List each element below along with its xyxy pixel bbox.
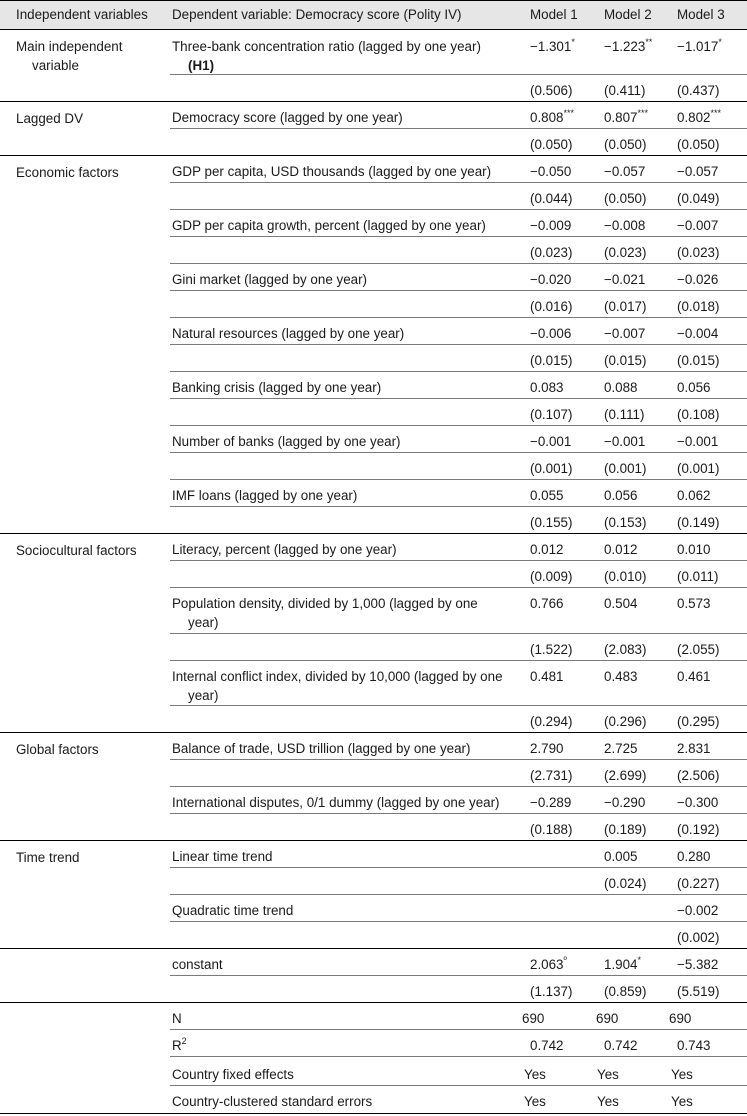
- row-divider: [170, 705, 747, 706]
- stat-fixed-effects-value: Yes: [597, 1067, 619, 1082]
- coef-value: 0.083: [530, 380, 564, 395]
- coef-value: 2.725: [604, 741, 638, 756]
- var-international-disputes: International disputes, 0/1 dummy (lagged by one year): [172, 795, 500, 810]
- std-error: (0.023): [604, 245, 647, 260]
- stat-n-value: 690: [596, 1011, 619, 1026]
- std-error: (1.137): [530, 984, 573, 999]
- std-error: (0.001): [530, 461, 573, 476]
- header-rule: [0, 29, 747, 30]
- std-error: (2.506): [677, 768, 720, 783]
- coef-value: −0.300: [677, 795, 719, 810]
- coef-value: −1.223: [604, 39, 646, 54]
- std-error: (0.010): [604, 569, 647, 584]
- coef-value: −0.002: [677, 903, 719, 918]
- coef-value: 0.504: [604, 596, 638, 611]
- var-linear-time-trend: Linear time trend: [172, 849, 273, 864]
- row-divider: [170, 975, 747, 976]
- std-error: (0.506): [530, 83, 573, 98]
- coef-value: 0.280: [677, 849, 711, 864]
- std-error: (0.050): [604, 191, 647, 206]
- row-divider: [170, 560, 747, 561]
- var-internal-conflict: [172, 667, 517, 705]
- coef-value: −0.009: [530, 218, 572, 233]
- std-error: (0.023): [530, 245, 573, 260]
- row-divider: [170, 867, 747, 868]
- row-divider: [170, 263, 747, 264]
- sig-stars: ***: [637, 107, 649, 118]
- coef-value: 1.904: [604, 957, 638, 972]
- var-label-line: Internal conflict index, divided by 10,000 (lagged by one: [172, 669, 503, 684]
- group-divider: [0, 155, 747, 156]
- header-dependent-variable: Dependent variable: Democracy score (Polity IV): [172, 7, 462, 22]
- coef-value: 0.088: [604, 380, 638, 395]
- stat-r2-value: 0.743: [677, 1038, 711, 1053]
- stat-n-value: 690: [669, 1011, 692, 1026]
- coef-value: 2.790: [530, 741, 564, 756]
- group-label-line: Main independent: [16, 39, 123, 54]
- coef-value: −0.001: [530, 434, 572, 449]
- coef-value: −5.382: [677, 957, 719, 972]
- var-constant: constant: [172, 957, 223, 972]
- row-divider: [170, 587, 747, 588]
- std-error: (0.192): [677, 822, 720, 837]
- std-error: (0.015): [604, 353, 647, 368]
- row-divider: [170, 633, 747, 634]
- row-divider: [170, 813, 747, 814]
- var-natural-resources: Natural resources (lagged by one year): [172, 326, 405, 341]
- stat-r2-label: [172, 1036, 517, 1055]
- coef-value: −1.017: [677, 39, 719, 54]
- stat-fixed-effects-label: Country fixed effects: [172, 1067, 294, 1082]
- coef-value: −0.007: [677, 218, 719, 233]
- std-error: (1.522): [530, 642, 573, 657]
- var-imf-loans: IMF loans (lagged by one year): [172, 488, 358, 503]
- row-divider: [170, 209, 747, 210]
- var-quadratic-time-trend: Quadratic time trend: [172, 903, 294, 918]
- std-error: (0.001): [604, 461, 647, 476]
- row-divider: [170, 182, 747, 183]
- row-divider: [170, 921, 747, 922]
- std-error: (2.083): [604, 642, 647, 657]
- group-divider: [0, 948, 747, 949]
- hypothesis-tag: (H1): [188, 58, 215, 73]
- coef-value: 0.573: [677, 596, 711, 611]
- std-error: (0.153): [604, 515, 647, 530]
- var-banking-crisis: Banking crisis (lagged by one year): [172, 380, 382, 395]
- group-divider: [0, 1002, 747, 1003]
- std-error: (0.001): [677, 461, 720, 476]
- sig-stars: *: [637, 954, 642, 965]
- stat-n-label: N: [172, 1011, 182, 1026]
- coef-value: 0.483: [604, 669, 638, 684]
- group-lagged-dv: Lagged DV: [16, 111, 84, 126]
- coef-value: −0.057: [677, 164, 719, 179]
- coef-value: 0.012: [530, 542, 564, 557]
- stat-clustered-se-value: Yes: [597, 1094, 619, 1109]
- std-error: (0.437): [677, 83, 720, 98]
- table-top-rule: [0, 0, 747, 1]
- stat-r2-letter: R: [172, 1038, 182, 1053]
- std-error: (0.015): [677, 353, 720, 368]
- coef: [530, 37, 596, 56]
- var-label: Three-bank concentration ratio (lagged by one year): [172, 39, 481, 54]
- group-sociocultural: Sociocultural factors: [16, 543, 137, 558]
- group-divider: [0, 533, 747, 534]
- var-democracy: Democracy score (lagged by one year): [172, 110, 403, 125]
- coef-value: 0.807: [604, 110, 638, 125]
- stat-r2-superscript: 2: [181, 1035, 187, 1046]
- std-error: (2.055): [677, 642, 720, 657]
- coef-value: −0.050: [530, 164, 572, 179]
- coef: [677, 37, 743, 56]
- row-divider: [170, 344, 747, 345]
- group-global: Global factors: [16, 742, 99, 757]
- coef: [604, 955, 670, 974]
- std-error: (2.699): [604, 768, 647, 783]
- coef-value: 0.808: [530, 110, 564, 125]
- std-error: (0.018): [677, 299, 720, 314]
- coef-value: 0.062: [677, 488, 711, 503]
- coef-value: 2.063: [530, 957, 564, 972]
- var-literacy: Literacy, percent (lagged by one year): [172, 542, 397, 557]
- std-error: (0.024): [604, 876, 647, 891]
- var-number-of-banks: Number of banks (lagged by one year): [172, 434, 401, 449]
- coef-value: −0.057: [604, 164, 646, 179]
- row-divider: [170, 128, 747, 129]
- row-divider: [170, 660, 747, 661]
- coef-value: −0.004: [677, 326, 719, 341]
- var-label-line: year): [188, 688, 219, 703]
- coef-value: −1.301: [530, 39, 572, 54]
- std-error: (0.111): [604, 407, 645, 422]
- coef-value: −0.020: [530, 272, 572, 287]
- row-divider: [170, 1085, 747, 1086]
- var-label-line: Population density, divided by 1,000 (lagged by one: [172, 596, 478, 611]
- coef-value: 0.056: [677, 380, 711, 395]
- coef-value: 0.055: [530, 488, 564, 503]
- var-label-line: year): [188, 615, 219, 630]
- row-divider: [170, 452, 747, 453]
- coef-value: −0.001: [604, 434, 646, 449]
- row-divider: [170, 479, 747, 480]
- stat-n-value: 690: [522, 1011, 545, 1026]
- coef-value: 0.005: [604, 849, 638, 864]
- row-divider: [170, 398, 747, 399]
- var-gdp: GDP per capita, USD thousands (lagged by one year): [172, 164, 492, 179]
- group-main-independent: [16, 37, 164, 75]
- std-error: (0.011): [677, 569, 719, 584]
- coef-value: −0.289: [530, 795, 572, 810]
- table-bottom-rule: [0, 1113, 747, 1114]
- coef: [530, 955, 596, 974]
- std-error: (0.050): [530, 137, 573, 152]
- var-population-density: [172, 594, 517, 632]
- stat-r2-value: 0.742: [604, 1038, 638, 1053]
- stat-fixed-effects-value: Yes: [524, 1067, 546, 1082]
- coef-value: 0.802: [677, 110, 711, 125]
- group-label-line: variable: [32, 58, 79, 73]
- row-divider: [170, 290, 747, 291]
- coef-value: 0.056: [604, 488, 638, 503]
- std-error: (0.050): [677, 137, 720, 152]
- group-time-trend: Time trend: [16, 850, 80, 865]
- coef-value: 2.831: [677, 741, 711, 756]
- std-error: (0.002): [677, 930, 720, 945]
- coef-value: 0.012: [604, 542, 638, 557]
- std-error: (0.017): [604, 299, 647, 314]
- coef-value: −0.290: [604, 795, 646, 810]
- std-error: (0.188): [530, 822, 573, 837]
- group-divider: [0, 732, 747, 733]
- std-error: (0.859): [604, 984, 647, 999]
- coef-value: −0.026: [677, 272, 719, 287]
- coef-value: −0.006: [530, 326, 572, 341]
- std-error: (0.009): [530, 569, 573, 584]
- std-error: (0.044): [530, 191, 573, 206]
- sig-stars: **: [645, 36, 653, 47]
- std-error: (0.108): [677, 407, 720, 422]
- var-gini: Gini market (lagged by one year): [172, 272, 368, 287]
- std-error: (0.189): [604, 822, 647, 837]
- sig-stars: *: [718, 36, 722, 47]
- std-error: (0.107): [530, 407, 573, 422]
- stat-clustered-se-label: Country-clustered standard errors: [172, 1094, 373, 1109]
- coef: [677, 108, 743, 127]
- sig-stars: º: [563, 954, 567, 965]
- coef: [530, 108, 596, 127]
- coef-value: −0.007: [604, 326, 646, 341]
- coef-value: −0.021: [604, 272, 646, 287]
- stat-clustered-se-value: Yes: [671, 1094, 693, 1109]
- stat-fixed-effects-value: Yes: [671, 1067, 693, 1082]
- std-error: (0.050): [604, 137, 647, 152]
- var-gdp-growth: GDP per capita growth, percent (lagged by one year): [172, 218, 486, 233]
- row-divider: [170, 236, 747, 237]
- std-error: (0.155): [530, 515, 573, 530]
- coef-value: 0.766: [530, 596, 564, 611]
- sig-stars: ***: [563, 107, 575, 118]
- stat-r2-value: 0.742: [530, 1038, 564, 1053]
- row-divider: [170, 894, 747, 895]
- sig-stars: *: [571, 36, 575, 47]
- var-three-bank: [172, 37, 517, 75]
- var-balance-of-trade: Balance of trade, USD trillion (lagged by one year): [172, 741, 471, 756]
- row-divider: [170, 759, 747, 760]
- std-error: (0.023): [677, 245, 720, 260]
- row-divider: [170, 786, 747, 787]
- header-independent-variables: Independent variables: [16, 7, 148, 22]
- coef-value: −0.008: [604, 218, 646, 233]
- std-error: (5.519): [677, 984, 720, 999]
- group-economic: Economic factors: [16, 165, 119, 180]
- std-error: (0.015): [530, 353, 573, 368]
- row-divider: [170, 1029, 747, 1030]
- coef-value: 0.481: [530, 669, 564, 684]
- std-error: (0.149): [677, 515, 720, 530]
- header-model-3: Model 3: [677, 7, 725, 22]
- row-divider: [170, 1056, 747, 1057]
- row-divider: [170, 425, 747, 426]
- coef-value: −0.001: [677, 434, 719, 449]
- std-error: (0.411): [604, 83, 646, 98]
- coef: [604, 37, 670, 56]
- row-divider: [170, 317, 747, 318]
- sig-stars: ***: [710, 107, 722, 118]
- std-error: (0.049): [677, 191, 720, 206]
- std-error: (0.295): [677, 714, 720, 729]
- row-divider: [170, 506, 747, 507]
- group-divider: [0, 840, 747, 841]
- header-model-2: Model 2: [604, 7, 652, 22]
- std-error: (0.296): [604, 714, 647, 729]
- row-divider: [170, 371, 747, 372]
- header-model-1: Model 1: [530, 7, 578, 22]
- std-error: (0.016): [530, 299, 573, 314]
- coef: [604, 108, 670, 127]
- std-error: (2.731): [530, 768, 573, 783]
- group-divider: [0, 101, 747, 102]
- coef-value: 0.010: [677, 542, 711, 557]
- std-error: (0.227): [677, 876, 720, 891]
- std-error: (0.294): [530, 714, 573, 729]
- coef-value: 0.461: [677, 669, 711, 684]
- stat-clustered-se-value: Yes: [524, 1094, 546, 1109]
